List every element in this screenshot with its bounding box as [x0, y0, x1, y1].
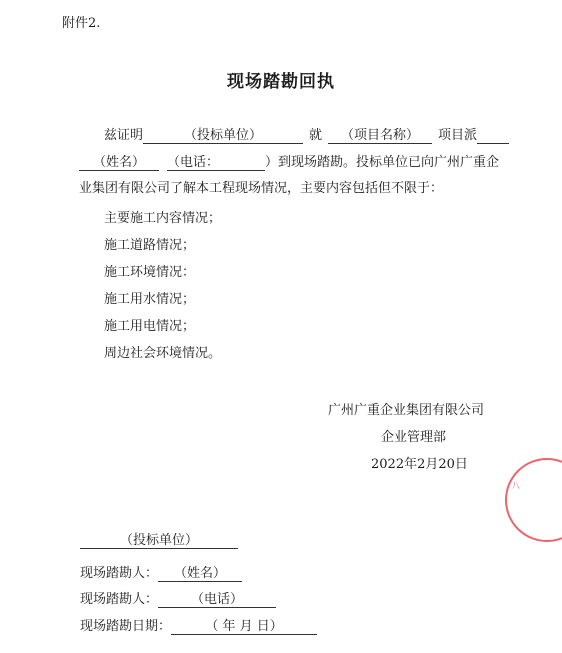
person-phone-field: （电话） — [158, 593, 276, 608]
project-send-text: 项目派 — [438, 128, 478, 143]
list-item: 施工用水情况； — [104, 292, 196, 307]
annex-label: 附件2. — [62, 16, 101, 31]
person-name-field: （姓名） — [158, 567, 242, 582]
phone-blank: （电话： — [167, 156, 265, 171]
project-send-blank — [477, 129, 509, 144]
paragraph-line-2 — [79, 151, 499, 171]
phone-close: ） — [265, 155, 279, 170]
regarding-text: 就 — [309, 128, 323, 143]
list-item: 周边社会环境情况。 — [104, 346, 222, 361]
list-item: 施工环境情况： — [104, 265, 196, 280]
person-label: 现场踏勘人： — [80, 566, 159, 581]
department-name: 企业管理部 — [381, 430, 447, 445]
receipt-date-line — [80, 615, 317, 635]
receipt-bidder-blank: （投标单位） — [80, 534, 238, 549]
company-seal-stamp — [505, 458, 562, 542]
paragraph-line-1 — [104, 124, 509, 144]
person-label: 现场踏勘人： — [80, 592, 159, 607]
document-title: 现场踏勘回执 — [227, 72, 335, 92]
receipt-person-line-2 — [80, 588, 276, 608]
receipt-person-line-1 — [80, 562, 242, 582]
list-item: 施工用电情况； — [104, 319, 196, 334]
list-item: 施工道路情况； — [104, 238, 196, 253]
date-label: 现场踏勘日期： — [80, 619, 172, 634]
issue-date: 2022年2月20日 — [371, 457, 468, 472]
paragraph-line-2-text: 到现场踏勘。投标单位已向广州广重企 — [278, 155, 500, 170]
certify-text: 兹证明 — [104, 128, 144, 143]
list-item: 主要施工内容情况； — [104, 211, 222, 226]
paragraph-line-3: 业集团有限公司了解本工程现场情况，主要内容包括但不限于： — [79, 181, 444, 196]
seal-text: 八 — [512, 481, 520, 490]
receipt-bidder-line — [80, 533, 238, 549]
project-name-blank: （项目名称） — [328, 129, 432, 144]
company-name: 广州广重企业集团有限公司 — [328, 403, 485, 418]
bidder-blank: （投标单位） — [143, 129, 303, 144]
survey-date-field: （ 年 月 日） — [171, 620, 317, 635]
person-name-blank: （姓名） — [79, 156, 159, 171]
